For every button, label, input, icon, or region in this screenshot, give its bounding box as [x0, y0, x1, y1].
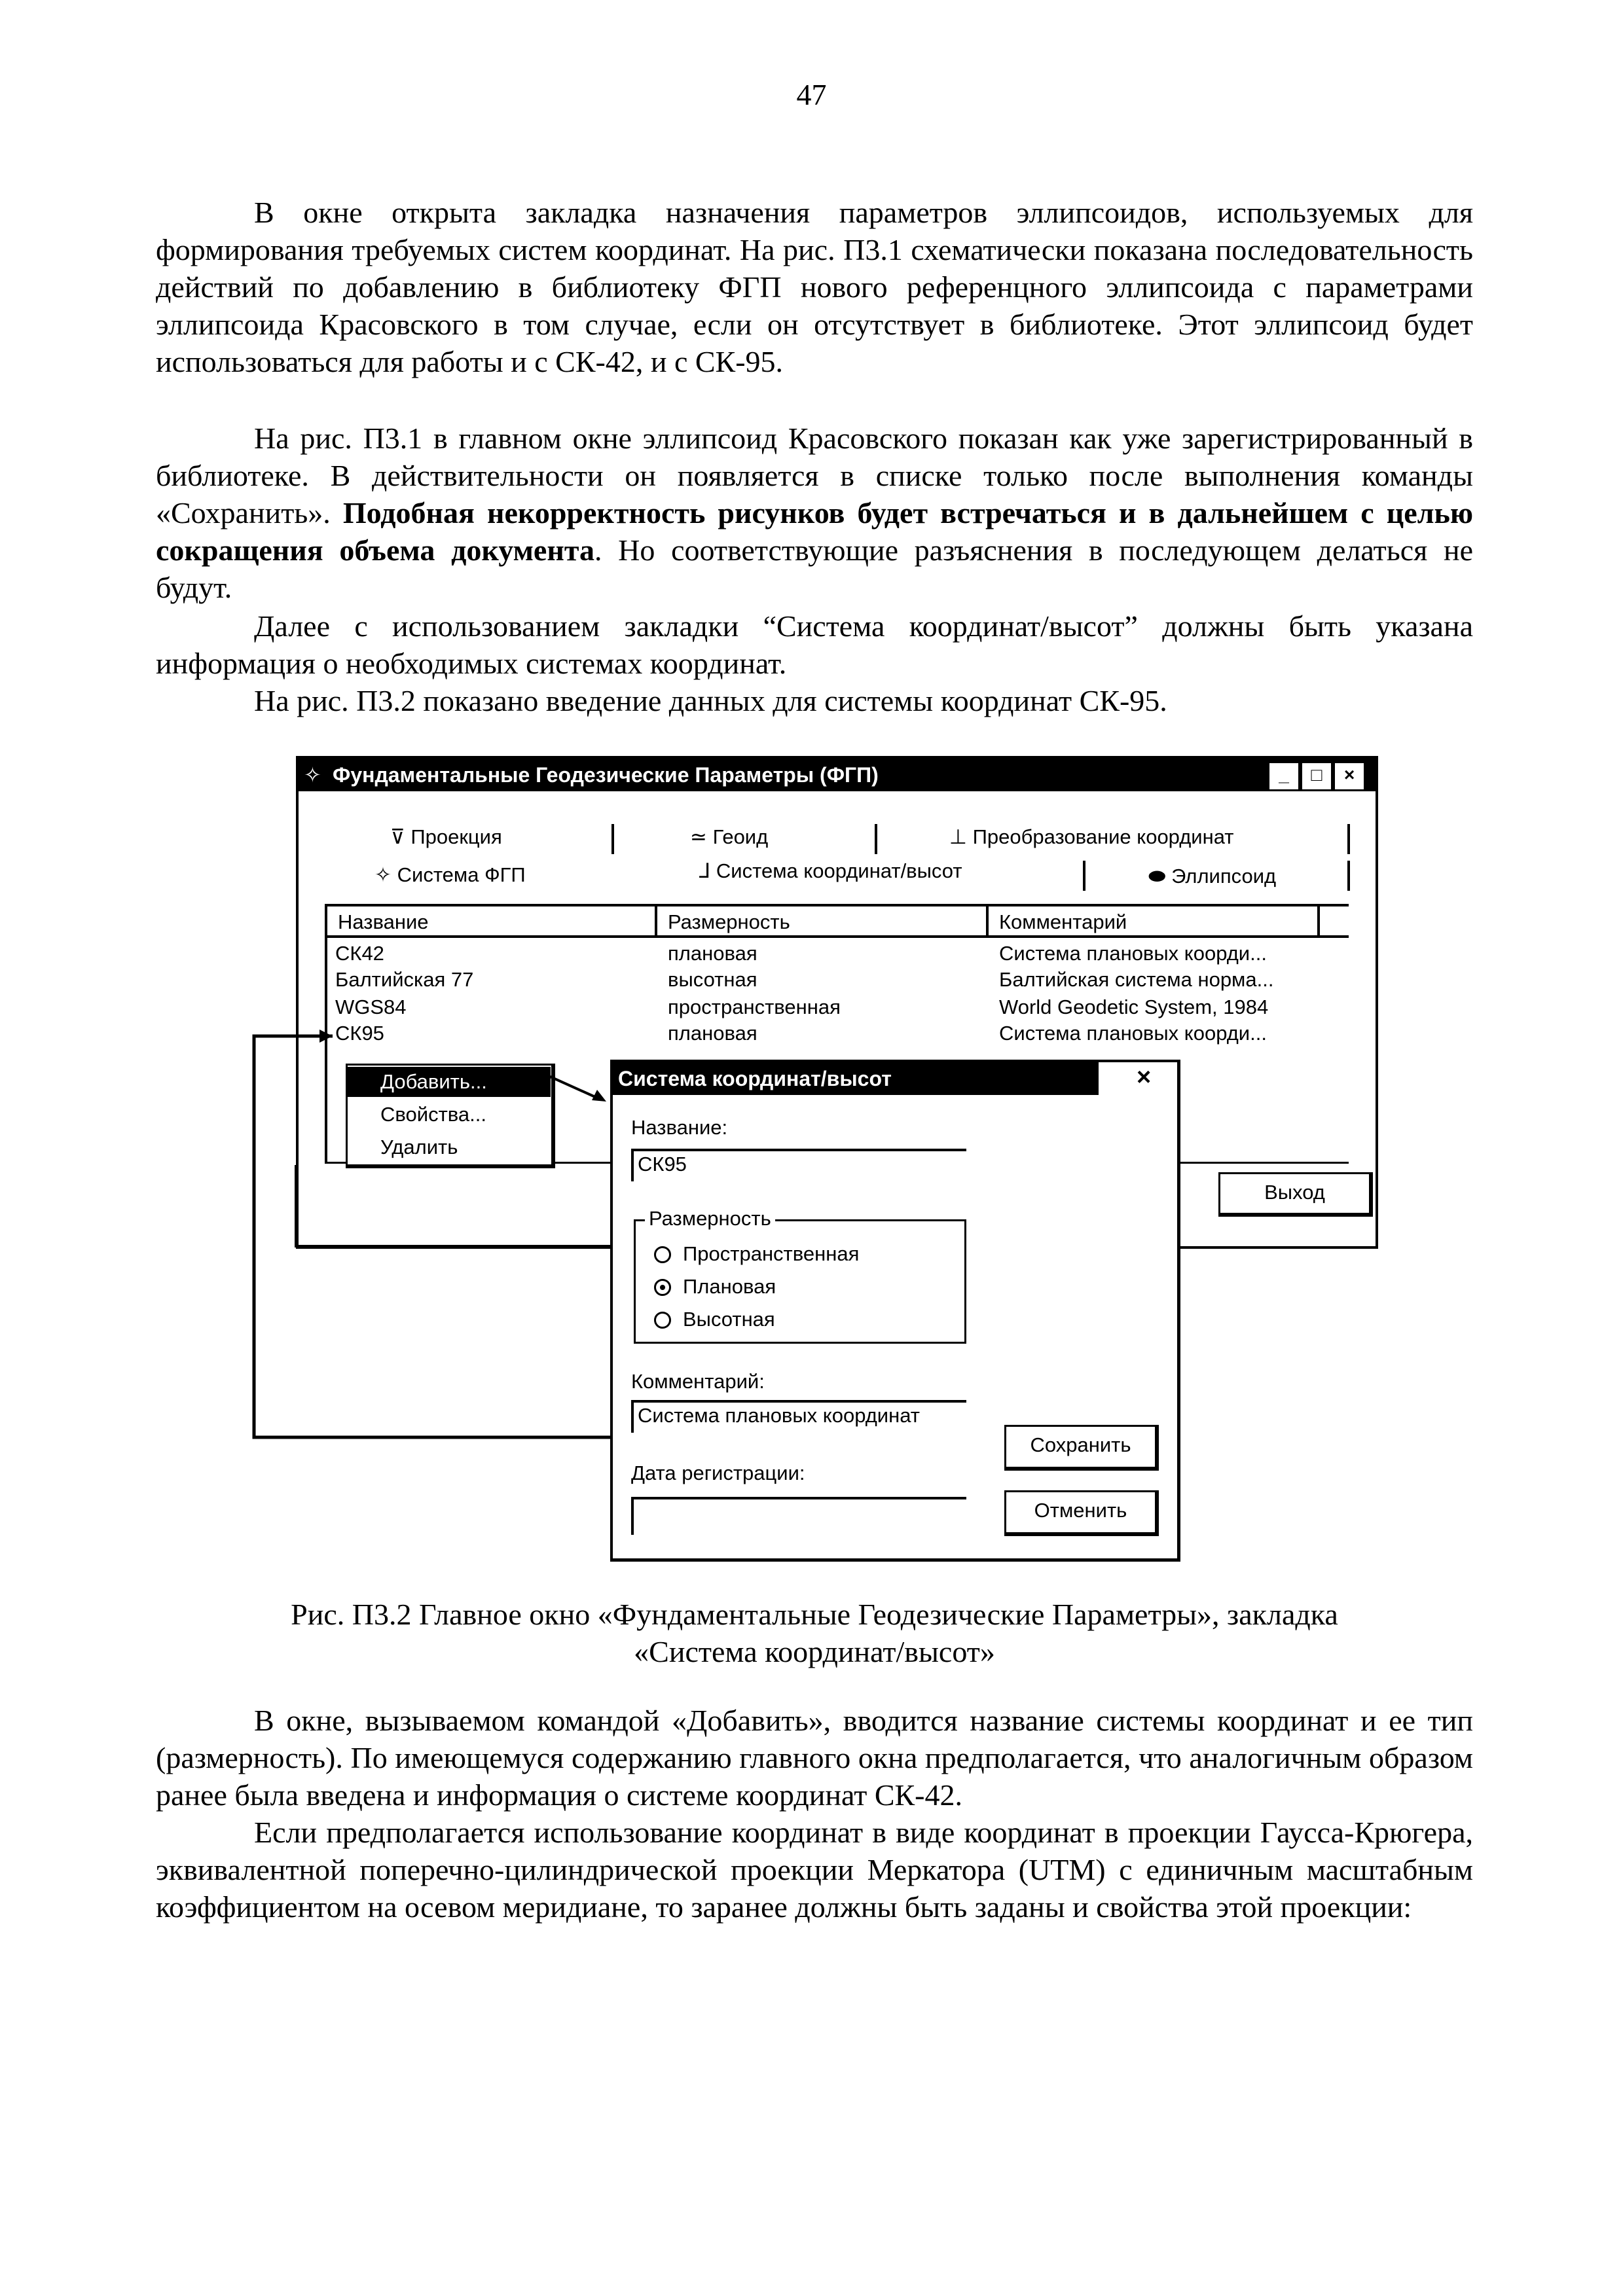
cell-name: Балтийская 77: [335, 968, 474, 991]
table-row[interactable]: [327, 941, 1349, 967]
dimension-group-label: Размерность: [645, 1206, 775, 1232]
tab-separator: [1083, 861, 1085, 891]
context-menu: [346, 1064, 555, 1168]
menu-item-add[interactable]: Добавить...: [348, 1067, 551, 1097]
column-divider: [1317, 906, 1320, 935]
tab-label: Проекция: [410, 825, 502, 848]
dialog-titlebar: [613, 1062, 1099, 1095]
menu-item-properties[interactable]: Свойства...: [380, 1103, 486, 1126]
tab-fgp-system[interactable]: [374, 862, 526, 888]
app-icon: ✧: [304, 763, 321, 787]
tab-label: Геоид: [712, 825, 769, 848]
cell-comment: Система плановых коорди...: [999, 942, 1267, 965]
geoid-icon: ≃: [690, 825, 707, 848]
ellipsoid-icon: ⬬: [1148, 865, 1166, 888]
tab-label: Система координат/высот: [716, 859, 962, 882]
paragraph-text: В окне, вызываемом командой «Добавить», вводится название системы координат и ее тип (размерность). По имеющемуся содержанию главного окна предполагается, что аналогичным образом ранее была введена и информация о системе координат СК-42.: [156, 1704, 1473, 1812]
option-label: Высотная: [683, 1308, 775, 1331]
paragraph-3: [156, 607, 1473, 682]
save-button[interactable]: Сохранить: [1004, 1425, 1159, 1471]
exit-button[interactable]: Выход: [1218, 1172, 1373, 1217]
cell-comment: Балтийская система норма...: [999, 968, 1274, 991]
paragraph-text: [156, 420, 1473, 606]
paragraph-5: [156, 1702, 1473, 1814]
cell-dimension: пространственная: [668, 996, 841, 1018]
caption-line: Рис. П3.2 Главное окно «Фундаментальные Геодезические Параметры», закладка: [291, 1598, 1338, 1631]
comment-label: Комментарий:: [631, 1370, 765, 1393]
coordinate-system-dialog: [610, 1060, 1180, 1562]
paragraph-text: Далее с использованием закладки “Система координат/высот” должны быть указана информация о необходимых системах координат.: [156, 609, 1473, 680]
option-label: Пространственная: [683, 1242, 860, 1265]
dimension-group: [634, 1207, 966, 1344]
tab-separator: [1347, 861, 1350, 891]
tab-separator: [611, 824, 614, 854]
dialog-title: Система координат/высот: [618, 1067, 892, 1090]
text-run: На рис. П3.1 в главном окне эллипсоид Красовского показан как уже зарегистрированный в библиотеке. В действительности он появляется в списке только после выполнения команды «Сохранить».: [156, 422, 1473, 529]
column-header-dimension[interactable]: Размерность: [668, 910, 790, 933]
tab-projection[interactable]: [390, 824, 502, 850]
column-divider: [655, 906, 657, 935]
column-divider: [986, 906, 989, 935]
tab-ellipsoid[interactable]: [1148, 863, 1276, 889]
tab-label: Преобразование координат: [972, 825, 1234, 848]
cancel-button[interactable]: Отменить: [1004, 1490, 1159, 1536]
radio-planar[interactable]: [654, 1279, 671, 1296]
main-window-title: Фундаментальные Геодезические Параметры (ФГП): [333, 763, 879, 787]
paragraph-text: Если предполагается использование координат в виде координат в проекции Гаусса-Крюгера, эквивалентной поперечно-цилиндрической проекции Меркатора (UTM) с единичным масштабным коэффициентом на осевом меридиане, то заранее должны быть заданы и свойства этой проекции:: [156, 1816, 1473, 1924]
cell-name: WGS84: [335, 996, 407, 1018]
radio-spatial[interactable]: [654, 1246, 671, 1263]
column-header-name[interactable]: Название: [338, 910, 429, 933]
dialog-close-button[interactable]: ×: [1137, 1064, 1152, 1091]
fgp-system-icon: ✧: [374, 863, 392, 886]
radio-height[interactable]: [654, 1312, 671, 1329]
date-label: Дата регистрации:: [631, 1462, 805, 1484]
paragraph-4: [156, 682, 1473, 719]
cell-comment: Система плановых коорди...: [999, 1022, 1267, 1045]
cell-dimension: плановая: [668, 1022, 757, 1045]
table-row[interactable]: [327, 1020, 1349, 1047]
tab-separator: [1347, 824, 1350, 854]
cell-dimension: высотная: [668, 968, 757, 991]
name-label: Название:: [631, 1116, 728, 1139]
projection-icon: ⊽: [390, 825, 405, 848]
table-row[interactable]: [327, 967, 1349, 993]
option-label: Плановая: [683, 1275, 776, 1298]
tab-coordinate-system[interactable]: [699, 858, 962, 884]
date-field[interactable]: [631, 1497, 966, 1535]
comment-field[interactable]: Система плановых координат: [631, 1400, 966, 1433]
minimize-button[interactable]: _: [1267, 761, 1300, 791]
paragraph-6: [156, 1814, 1473, 1926]
tab-transformation[interactable]: [949, 824, 1234, 850]
cell-name: СК42: [335, 942, 384, 965]
paragraph-text: В окне открыта закладка назначения параметров эллипсоидов, используемых для формирования требуемых систем координат. На рис. П3.1 схематически показана последовательность действий по добавлению в библиотеку ФГП нового референцного эллипсоида с параметрами эллипсоида Красовского в том случае, если он отсутствует в библиотеке. Этот эллипсоид будет использоваться для работы и с СК-42, и с СК-95.: [156, 196, 1473, 378]
caption-line: «Система координат/высот»: [634, 1635, 995, 1668]
paragraph-2: [156, 420, 1473, 606]
column-header-comment[interactable]: Комментарий: [999, 910, 1127, 933]
tab-geoid[interactable]: [690, 824, 768, 850]
transform-icon: ⊥: [949, 825, 968, 848]
list-header: [327, 906, 1349, 938]
main-window-titlebar: [299, 759, 1376, 791]
text-run: . Но соответствующие разъяснения в последующем делаться не будут.: [156, 533, 1473, 604]
name-field[interactable]: СК95: [631, 1149, 966, 1181]
close-button[interactable]: ×: [1333, 761, 1366, 791]
page-number: 47: [796, 78, 827, 111]
paragraph-text: На рис. П3.2 показано введение данных для системы координат СК-95.: [254, 684, 1167, 717]
paragraph-1: [156, 194, 1473, 380]
bold-text: Подобная некорректность рисунков будет встречаться и в дальнейшем с целью сокращения объема документа: [156, 496, 1473, 567]
tab-separator: [875, 824, 877, 854]
coordinate-system-icon: ⅃: [699, 859, 711, 882]
menu-item-delete[interactable]: Удалить: [380, 1136, 458, 1158]
cell-comment: World Geodetic System, 1984: [999, 996, 1269, 1018]
table-row[interactable]: [327, 994, 1349, 1020]
figure-caption: [156, 1596, 1473, 1670]
tab-label: Система ФГП: [397, 863, 526, 886]
cell-name: СК95: [335, 1022, 384, 1045]
cell-dimension: плановая: [668, 942, 757, 965]
tab-label: Эллипсоид: [1171, 865, 1277, 888]
maximize-button[interactable]: □: [1300, 761, 1333, 791]
